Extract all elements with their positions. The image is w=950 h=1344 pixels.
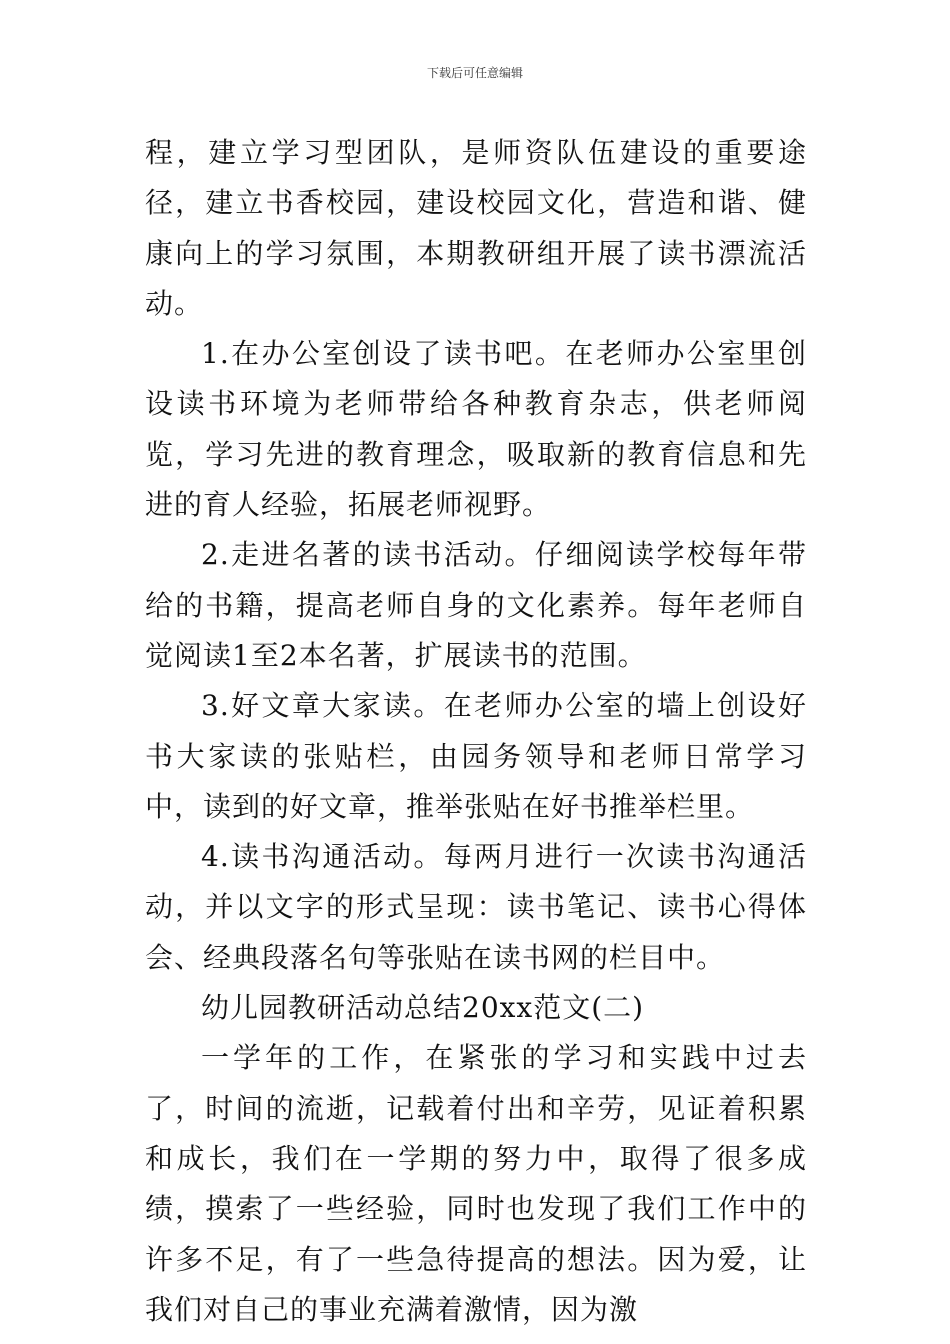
paragraph-item-2: 2.走进名著的读书活动。仔细阅读学校每年带给的书籍，提高老师自身的文化素养。每年老师自觉阅读1至2本名著，扩展读书的范围。 [145,538,807,672]
paragraph-item-4: 4.读书沟通活动。每两月进行一次读书沟通活动，并以文字的形式呈现：读书笔记、读书心得体会、经典段落名句等张贴在读书网的栏目中。 [145,840,807,974]
paragraph-item-1: 1.在办公室创设了读书吧。在老师办公室里创设读书环境为老师带给各种教育杂志，供老师阅览，学习先进的教育理念，吸取新的教育信息和先进的育人经验，拓展老师视野。 [145,337,807,522]
paragraph-body-2: 一学年的工作，在紧张的学习和实践中过去了，时间的流逝，记载着付出和辛劳，见证着积累和成长，我们在一学期的努力中，取得了很多成绩，摸索了一些经验，同时也发现了我们工作中的许多不足，有了一些急待提高的想法。因为爱，让我们对自己的事业充满着激情，因为激 [145,1041,807,1326]
section-heading: 幼儿园教研活动总结20xx范文(二) [201,991,645,1025]
paragraph-item-3: 3.好文章大家读。在老师办公室的墙上创设好书大家读的张贴栏，由园务领导和老师日常学习中，读到的好文章，推举张贴在好书推举栏里。 [145,689,807,823]
document-body [145,128,807,1335]
paragraph-intro: 程，建立学习型团队，是师资队伍建设的重要途径，建立书香校园，建设校园文化，营造和谐、健康向上的学习氛围，本期教研组开展了读书漂流活动。 [145,136,807,320]
page-header-note: 下载后可任意编辑 [426,66,523,80]
